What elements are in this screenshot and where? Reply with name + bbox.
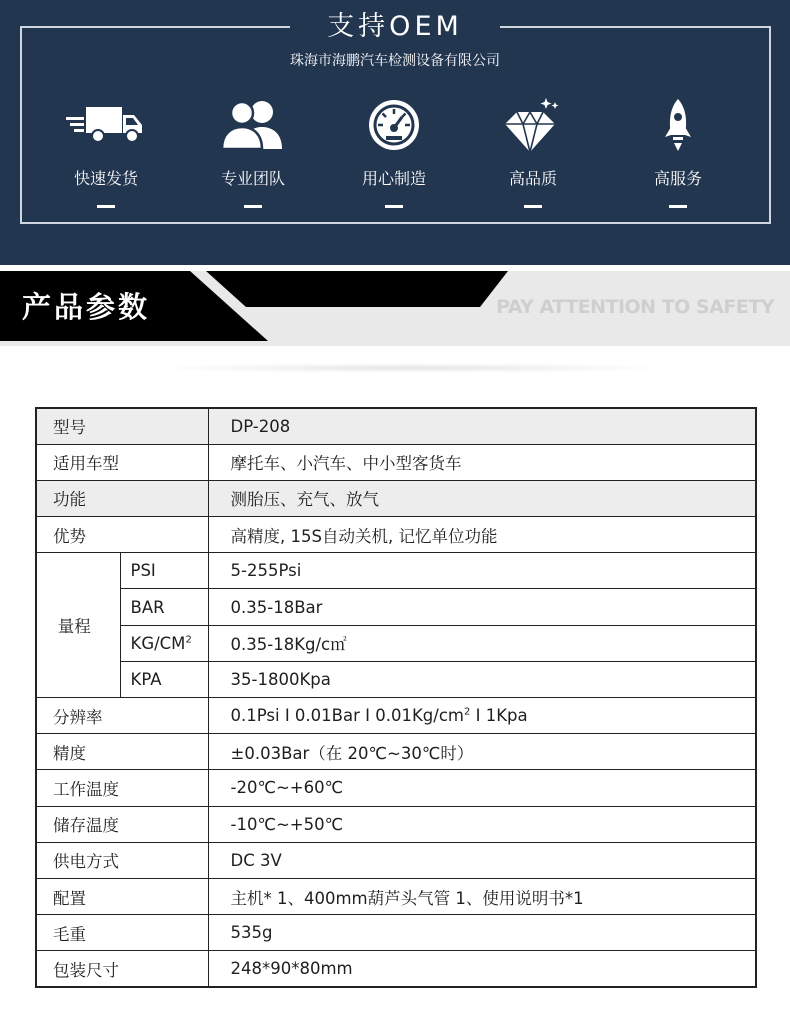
oem-title-wrap [290, 8, 500, 46]
table-row [36, 480, 756, 516]
oem-title: 支持OEM [327, 11, 463, 42]
table-row [36, 806, 756, 842]
resolution-text-tail: I 1Kpa [470, 706, 528, 726]
feature-high-quality [473, 96, 593, 208]
section-shadow [150, 363, 670, 373]
spec-value: ±0.03Bar（在 20℃~30℃时） [208, 734, 756, 770]
oem-banner [0, 0, 790, 265]
divider [385, 205, 403, 208]
table-row [36, 842, 756, 878]
rocket-icon [663, 97, 693, 153]
table-row [36, 698, 756, 734]
feature-label: 高服务 [653, 169, 702, 188]
spec-value: 高精度, 15S自动关机, 记忆单位功能 [208, 517, 756, 553]
range-value: 0.35-18Bar [208, 589, 756, 625]
range-unit: PSI [120, 553, 208, 589]
spec-value: 主机* 1、400mm葫芦头气管 1、使用说明书*1 [208, 878, 756, 914]
divider [97, 205, 115, 208]
spec-label: 功能 [36, 480, 208, 516]
delivery-truck-icon [66, 103, 146, 147]
range-unit: KPA [120, 661, 208, 697]
spec-value: DP-208 [208, 408, 756, 444]
spec-value: 535g [208, 915, 756, 951]
table-row [36, 553, 756, 589]
feature-fast-delivery [46, 96, 166, 208]
feature-label: 高品质 [508, 169, 557, 188]
team-people-icon [220, 99, 286, 151]
spec-label: 型号 [36, 408, 208, 444]
divider [524, 205, 542, 208]
spec-value: 248*90*80mm [208, 951, 756, 987]
table-row [36, 878, 756, 914]
spec-label: 适用车型 [36, 444, 208, 480]
range-value: 5-255Psi [208, 553, 756, 589]
table-row [36, 408, 756, 444]
superscript: 2 [463, 706, 471, 718]
table-row [36, 915, 756, 951]
table-row [36, 951, 756, 987]
section-header [0, 265, 790, 375]
feature-label: 用心制造 [361, 169, 426, 188]
table-row [36, 625, 756, 661]
company-name: 珠海市海鹏汽车检测设备有限公司 [290, 53, 500, 69]
divider [669, 205, 687, 208]
resolution-text: 0.1Psi I 0.01Bar I 0.01Kg/cm [230, 706, 464, 726]
spec-label: 优势 [36, 517, 208, 553]
table-row [36, 661, 756, 697]
diamond-icon [503, 96, 563, 154]
range-unit: BAR [120, 589, 208, 625]
spec-label-range: 量程 [36, 553, 120, 698]
spec-value-resolution [208, 698, 756, 734]
spec-value: -20℃~+60℃ [208, 770, 756, 806]
range-unit-cell [120, 625, 208, 661]
range-unit: KG/CM [130, 633, 186, 653]
feature-professional-team [193, 96, 313, 208]
spec-label: 毛重 [36, 915, 208, 951]
spec-label: 工作温度 [36, 770, 208, 806]
section-title: 产品参数 [22, 290, 151, 324]
feature-label: 快速发货 [73, 169, 138, 188]
spec-value: 测胎压、充气、放气 [208, 480, 756, 516]
spec-label: 包装尺寸 [36, 951, 208, 987]
spec-value: DC 3V [208, 842, 756, 878]
range-value: 35-1800Kpa [208, 661, 756, 697]
feature-high-service [618, 96, 738, 208]
table-row [36, 589, 756, 625]
feature-careful-manufacturing [334, 96, 454, 208]
table-row [36, 517, 756, 553]
spec-label: 精度 [36, 734, 208, 770]
spec-label: 分辨率 [36, 698, 208, 734]
divider [244, 205, 262, 208]
table-row [36, 770, 756, 806]
spec-value: -10℃~+50℃ [208, 806, 756, 842]
speedometer-icon [367, 98, 421, 152]
spec-table [35, 407, 757, 988]
feature-label: 专业团队 [220, 169, 285, 188]
table-row [36, 444, 756, 480]
table-row [36, 734, 756, 770]
spec-label: 配置 [36, 878, 208, 914]
spec-value: 摩托车、小汽车、中小型客货车 [208, 444, 756, 480]
superscript: 2 [185, 634, 192, 646]
section-subtitle: PAY ATTENTION TO SAFETY [496, 296, 774, 318]
range-value: 0.35-18Kg/c㎡ [208, 625, 756, 661]
spec-label: 储存温度 [36, 806, 208, 842]
spec-label: 供电方式 [36, 842, 208, 878]
